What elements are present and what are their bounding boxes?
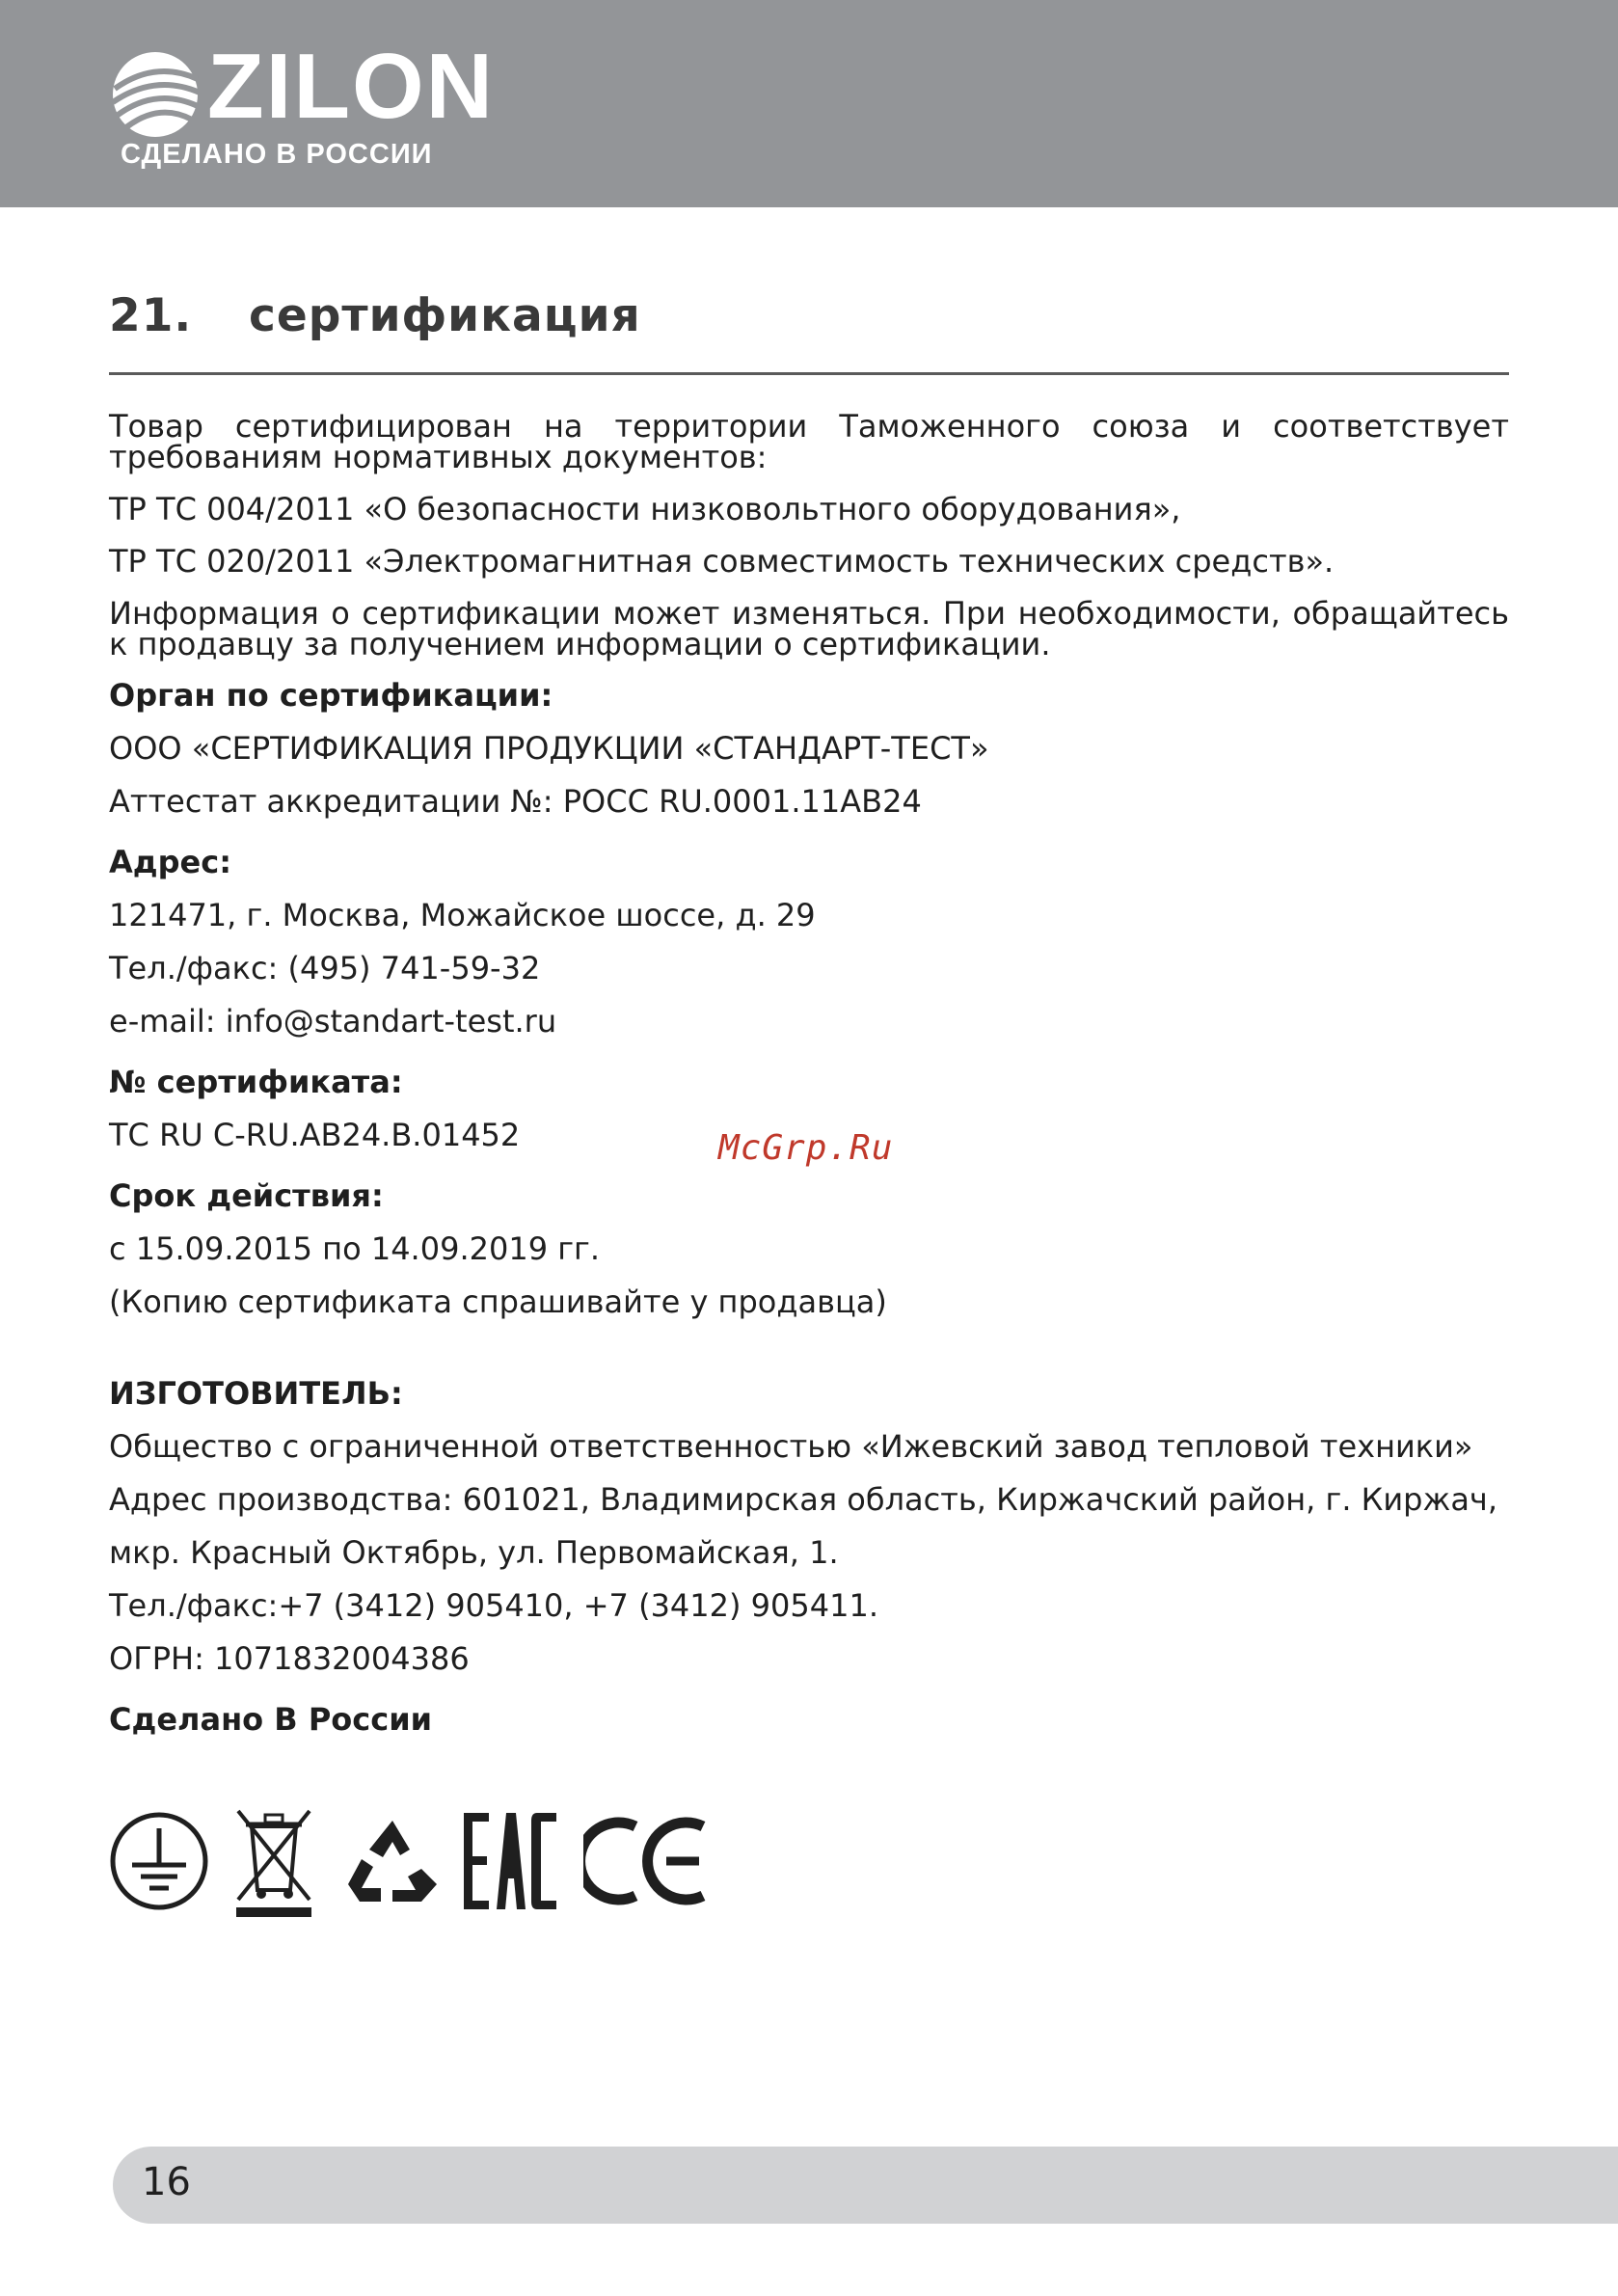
manufacturer-address-1: Адрес производства: 601021, Владимирская область, Киржачский район, г. Киржач, — [109, 1481, 1497, 1518]
cert-body-name: ООО «СЕРТИФИКАЦИЯ ПРОДУКЦИИ «СТАНДАРТ-ТЕСТ» — [109, 730, 989, 767]
section-title — [109, 289, 641, 342]
made-in-russia: Сделано В России — [109, 1701, 433, 1738]
brand-swoosh-icon — [111, 50, 200, 139]
brand-name: ZILON — [207, 35, 495, 138]
address-email: e-mail: info@standart-test.ru — [109, 1003, 557, 1040]
address-line: 121471, г. Москва, Можайское шоссе, д. 29 — [109, 897, 816, 933]
watermark: McGrp.Ru — [718, 1128, 894, 1168]
page-number: 16 — [142, 2160, 191, 2204]
manufacturer-name: Общество с ограниченной ответственностью «Ижевский завод тепловой техники» — [109, 1428, 1473, 1465]
regulation-020: ТР ТС 020/2011 «Электромагнитная совместимость технических средств». — [109, 543, 1335, 580]
intro-paragraph: Товар сертифицирован на территории Таможенного союза и соответствует требованиям нормативных документов: — [109, 408, 1509, 475]
cert-body-accreditation: Аттестат аккредитации №: РОСС RU.0001.11АВ24 — [109, 783, 922, 820]
footer-band — [113, 2147, 1618, 2224]
class-2-ground-icon — [109, 1811, 209, 1911]
cert-body-heading: Орган по сертификации: — [109, 677, 553, 714]
validity-period: с 15.09.2015 по 14.09.2019 гг. — [109, 1230, 601, 1267]
title-divider — [109, 372, 1509, 375]
section-number: 21. — [109, 289, 193, 342]
regulation-004: ТР ТС 004/2011 «О безопасности низковольтного оборудования», — [109, 491, 1181, 527]
address-heading: Адрес: — [109, 844, 231, 880]
weee-bin-icon — [232, 1803, 315, 1919]
document-body — [109, 405, 1509, 1746]
manufacturer-ogrn: ОГРН: 1071832004386 — [109, 1640, 470, 1677]
eac-mark-icon — [462, 1809, 558, 1913]
recycle-icon — [344, 1817, 441, 1905]
certificate-heading: № сертификата: — [109, 1064, 403, 1100]
brand-logo — [111, 35, 495, 172]
info-paragraph: Информация о сертификации может изменяться. При необходимости, обращайтесь к продавцу за получением информации о сертификации. — [109, 595, 1509, 662]
manufacturer-phone: Тел./факс:+7 (3412) 905410, +7 (3412) 905411. — [109, 1587, 878, 1624]
ce-mark-icon — [583, 1817, 709, 1905]
validity-note: (Копию сертификата спрашивайте у продавца) — [109, 1283, 887, 1320]
header-band — [0, 0, 1618, 207]
manufacturer-heading: ИЗГОТОВИТЕЛЬ: — [109, 1375, 403, 1412]
certificate-number: ТС RU C-RU.АВ24.В.01452 — [109, 1117, 521, 1153]
brand-subtitle: СДЕЛАНО В РОССИИ — [121, 139, 433, 170]
address-phone: Тел./факс: (495) 741-59-32 — [109, 950, 541, 986]
validity-heading: Срок действия: — [109, 1177, 384, 1214]
manufacturer-address-2: мкр. Красный Октябрь, ул. Первомайская, 1. — [109, 1534, 839, 1571]
section-title-text: сертификация — [249, 289, 641, 342]
